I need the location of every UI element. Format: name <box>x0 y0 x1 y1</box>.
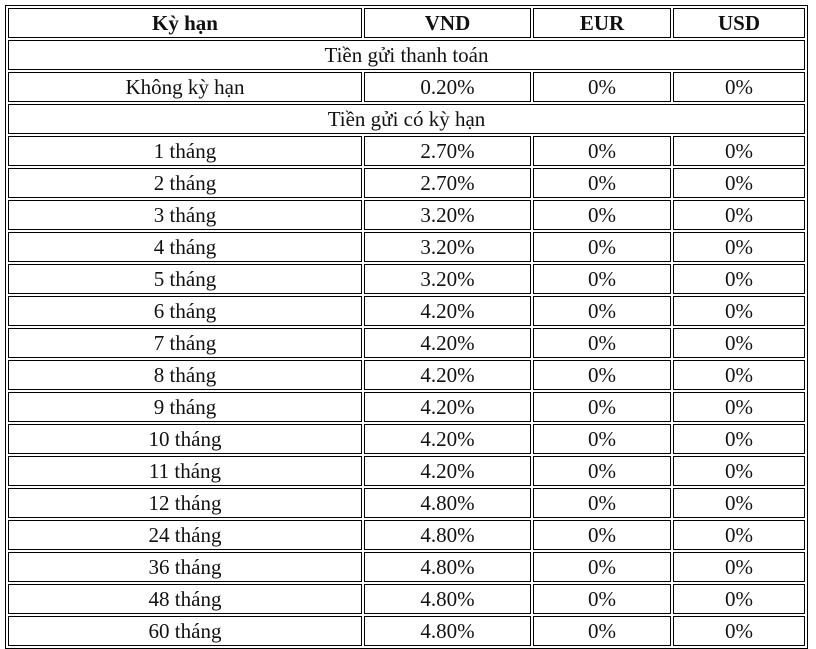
term-cell: 24 tháng <box>8 520 362 550</box>
eur-rate-cell: 0% <box>533 360 671 390</box>
eur-rate-cell: 0% <box>533 488 671 518</box>
header-row <box>8 8 805 38</box>
eur-rate-cell: 0% <box>533 200 671 230</box>
usd-rate-cell: 0% <box>673 200 805 230</box>
usd-rate-cell: 0% <box>673 328 805 358</box>
table-row <box>8 456 805 486</box>
section-row <box>8 40 805 70</box>
term-cell: 9 tháng <box>8 392 362 422</box>
vnd-rate-cell: 4.20% <box>364 424 531 454</box>
term-cell: 36 tháng <box>8 552 362 582</box>
vnd-rate-cell: 4.80% <box>364 520 531 550</box>
vnd-rate-cell: 4.80% <box>364 616 531 646</box>
section-row <box>8 104 805 134</box>
table-row <box>8 232 805 262</box>
term-cell: Không kỳ hạn <box>8 72 362 102</box>
table-row <box>8 552 805 582</box>
eur-rate-cell: 0% <box>533 264 671 294</box>
usd-rate-cell: 0% <box>673 456 805 486</box>
eur-rate-cell: 0% <box>533 168 671 198</box>
vnd-rate-cell: 4.80% <box>364 552 531 582</box>
vnd-rate-cell: 4.20% <box>364 296 531 326</box>
table-row <box>8 584 805 614</box>
usd-rate-cell: 0% <box>673 264 805 294</box>
eur-rate-cell: 0% <box>533 584 671 614</box>
vnd-rate-cell: 2.70% <box>364 136 531 166</box>
usd-rate-cell: 0% <box>673 552 805 582</box>
table-row <box>8 168 805 198</box>
table-row <box>8 328 805 358</box>
usd-rate-cell: 0% <box>673 136 805 166</box>
table-row <box>8 72 805 102</box>
header-eur: EUR <box>533 8 671 38</box>
term-cell: 2 tháng <box>8 168 362 198</box>
table-body <box>8 40 805 646</box>
term-cell: 60 tháng <box>8 616 362 646</box>
usd-rate-cell: 0% <box>673 488 805 518</box>
vnd-rate-cell: 3.20% <box>364 264 531 294</box>
term-cell: 4 tháng <box>8 232 362 262</box>
table-row <box>8 488 805 518</box>
header-term: Kỳ hạn <box>8 8 362 38</box>
term-cell: 10 tháng <box>8 424 362 454</box>
vnd-rate-cell: 4.20% <box>364 328 531 358</box>
vnd-rate-cell: 4.80% <box>364 584 531 614</box>
term-cell: 11 tháng <box>8 456 362 486</box>
vnd-rate-cell: 3.20% <box>364 232 531 262</box>
term-cell: 7 tháng <box>8 328 362 358</box>
eur-rate-cell: 0% <box>533 296 671 326</box>
vnd-rate-cell: 3.20% <box>364 200 531 230</box>
usd-rate-cell: 0% <box>673 232 805 262</box>
usd-rate-cell: 0% <box>673 520 805 550</box>
header-usd: USD <box>673 8 805 38</box>
table-row <box>8 424 805 454</box>
usd-rate-cell: 0% <box>673 584 805 614</box>
vnd-rate-cell: 4.20% <box>364 392 531 422</box>
term-cell: 48 tháng <box>8 584 362 614</box>
usd-rate-cell: 0% <box>673 168 805 198</box>
section-title: Tiền gửi thanh toán <box>8 40 805 70</box>
term-cell: 12 tháng <box>8 488 362 518</box>
eur-rate-cell: 0% <box>533 136 671 166</box>
table-row <box>8 392 805 422</box>
usd-rate-cell: 0% <box>673 424 805 454</box>
eur-rate-cell: 0% <box>533 552 671 582</box>
table-row <box>8 296 805 326</box>
usd-rate-cell: 0% <box>673 616 805 646</box>
interest-rate-table-container <box>5 5 808 649</box>
term-cell: 3 tháng <box>8 200 362 230</box>
usd-rate-cell: 0% <box>673 392 805 422</box>
usd-rate-cell: 0% <box>673 72 805 102</box>
usd-rate-cell: 0% <box>673 296 805 326</box>
term-cell: 8 tháng <box>8 360 362 390</box>
table-row <box>8 136 805 166</box>
interest-rate-table <box>5 5 808 649</box>
term-cell: 6 tháng <box>8 296 362 326</box>
eur-rate-cell: 0% <box>533 456 671 486</box>
eur-rate-cell: 0% <box>533 392 671 422</box>
vnd-rate-cell: 4.20% <box>364 456 531 486</box>
vnd-rate-cell: 0.20% <box>364 72 531 102</box>
table-row <box>8 360 805 390</box>
usd-rate-cell: 0% <box>673 360 805 390</box>
table-row <box>8 200 805 230</box>
section-title: Tiền gửi có kỳ hạn <box>8 104 805 134</box>
eur-rate-cell: 0% <box>533 232 671 262</box>
table-row <box>8 520 805 550</box>
header-vnd: VND <box>364 8 531 38</box>
term-cell: 1 tháng <box>8 136 362 166</box>
vnd-rate-cell: 4.20% <box>364 360 531 390</box>
eur-rate-cell: 0% <box>533 616 671 646</box>
vnd-rate-cell: 2.70% <box>364 168 531 198</box>
eur-rate-cell: 0% <box>533 328 671 358</box>
eur-rate-cell: 0% <box>533 72 671 102</box>
term-cell: 5 tháng <box>8 264 362 294</box>
table-row <box>8 264 805 294</box>
eur-rate-cell: 0% <box>533 424 671 454</box>
vnd-rate-cell: 4.80% <box>364 488 531 518</box>
table-row <box>8 616 805 646</box>
eur-rate-cell: 0% <box>533 520 671 550</box>
